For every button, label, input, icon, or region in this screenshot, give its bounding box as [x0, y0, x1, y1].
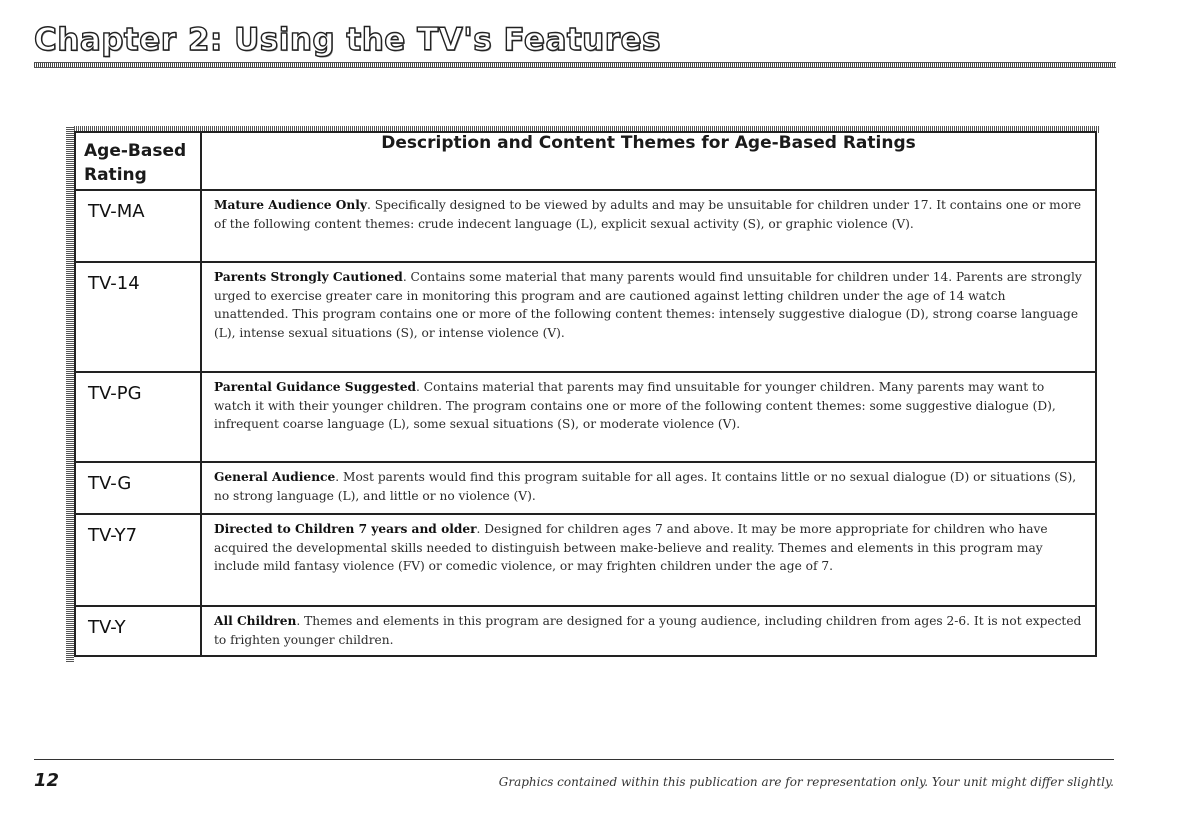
- rating-description: [201, 606, 1096, 656]
- rating-text: . Most parents would find this program suitable for all ages. It contains little or no sexual dialogue (D) or situations (S), no strong language (L), and little or no violence (V).: [214, 470, 1077, 503]
- footer-rule: [34, 759, 1114, 760]
- table-row: [75, 462, 1096, 514]
- table-shading-left: [66, 126, 74, 662]
- rating-description: [201, 262, 1096, 372]
- table-row: [75, 190, 1096, 262]
- rating-text: . Designed for children ages 7 and above. It may be more appropriate for children who have acquired the developmental skills needed to distinguish between make-believe and reality. Themes and elements in this program may include mild fantasy violence (FV) or comedic violence, or may frighten children under the age of 7.: [214, 522, 1048, 573]
- rating-lead: All Children: [214, 614, 297, 628]
- rating-description: [201, 190, 1096, 262]
- rating-text: . Contains some material that many parents would find unsuitable for children under 14. Parents are strongly urged to exercise greater care in monitoring this program and are cautioned against letting children under the age of 14 watch unattended. This program contains one or more of the following content themes: intensely suggestive dialogue (D), strong coarse language (L), intense sexual situations (S), or intense violence (V).: [214, 270, 1082, 340]
- rating-label: TV-PG: [75, 372, 201, 462]
- rating-label: TV-MA: [75, 190, 201, 262]
- column-header-description: Description and Content Themes for Age-Based Ratings: [201, 132, 1096, 190]
- rating-text: . Contains material that parents may find unsuitable for younger children. Many parents may want to watch it with their younger children. The program contains one or more of the following content themes: some suggestive dialogue (D), infrequent coarse language (L), some sexual situations (S), or moderate violence (V).: [214, 380, 1056, 431]
- table-header-row: [75, 132, 1096, 190]
- rating-label: TV-14: [75, 262, 201, 372]
- ratings-table-frame: [66, 126, 1099, 662]
- rating-lead: Parents Strongly Cautioned: [214, 270, 403, 284]
- rating-description: [201, 372, 1096, 462]
- rating-lead: Directed to Children 7 years and older: [214, 522, 477, 536]
- table-row: [75, 372, 1096, 462]
- table-row: [75, 262, 1096, 372]
- rating-label: TV-Y: [75, 606, 201, 656]
- rating-lead: General Audience: [214, 470, 336, 484]
- rating-lead: Mature Audience Only: [214, 198, 367, 212]
- footer-disclaimer: Graphics contained within this publication are for representation only. Your unit might differ slightly.: [498, 775, 1114, 789]
- rating-text: . Specifically designed to be viewed by adults and may be unsuitable for children under 17. It contains one or more of the following content themes: crude indecent language (L), explicit sexual activity (S), or graphic violence (V).: [214, 198, 1082, 231]
- rating-text: . Themes and elements in this program are designed for a young audience, including children from ages 2-6. It is not expected to frighten younger children.: [214, 614, 1082, 647]
- table-row: [75, 514, 1096, 606]
- ratings-table: [74, 131, 1097, 657]
- rating-label: TV-Y7: [75, 514, 201, 606]
- chapter-title: Chapter 2: Using the TV's Features: [34, 22, 662, 58]
- column-header-rating: Age-Based Rating: [75, 132, 201, 190]
- title-rule: [34, 62, 1116, 68]
- rating-description: [201, 462, 1096, 514]
- rating-description: [201, 514, 1096, 606]
- page-number: 12: [34, 770, 60, 791]
- rating-label: TV-G: [75, 462, 201, 514]
- table-row: [75, 606, 1096, 656]
- rating-lead: Parental Guidance Suggested: [214, 380, 416, 394]
